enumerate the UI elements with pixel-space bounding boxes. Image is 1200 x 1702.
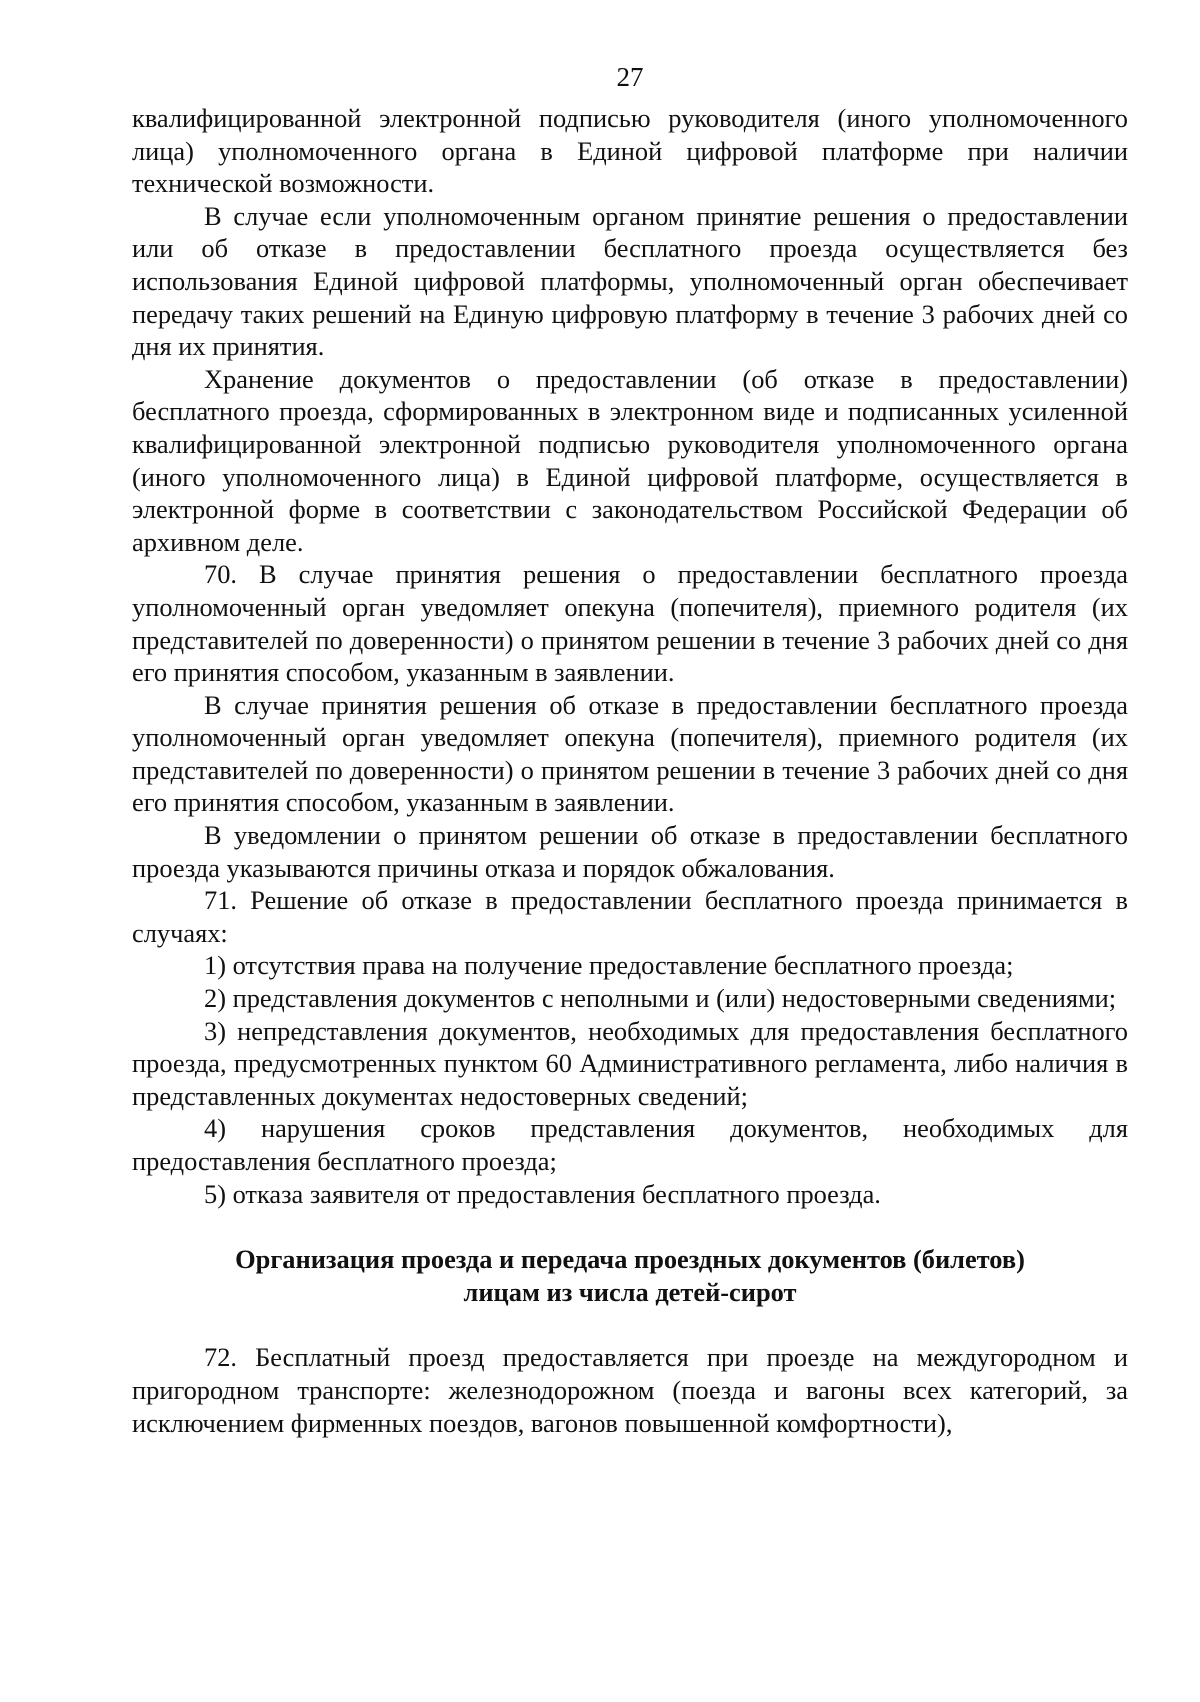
paragraph: В уведомлении о принятом решении об отказе в предоставлении бесплатного проезда указываются причины отказа и порядок обжалования.: [132, 820, 1128, 883]
paragraph: 70. В случае принятия решения о предоставлении бесплатного проезда уполномоченный орган уведомляет опекуна (попечителя), приемного родителя (их представителей по доверенности) о принятом решении в течение 3 рабочих дней со дня его принятия способом, указанным в заявлении.: [132, 559, 1128, 688]
paragraph: квалифицированной электронной подписью руководителя (иного уполномоченного лица) уполномоченного органа в Единой цифровой платформе при наличии технической возможности.: [132, 103, 1128, 199]
paragraph: Хранение документов о предоставлении (об отказе в предоставлении) бесплатного проезда, сформированных в электронном виде и подписанных усиленной квалифицированной электронной подписью руководителя уполномоченного органа (иного уполномоченного лица) в Единой цифровой платформе, осуществляется в электронной форме в соответствии с законодательством Российской Федерации об архивном деле.: [132, 363, 1128, 557]
paragraph: В случае если уполномоченным органом принятие решения о предоставлении или об отказе в предоставлении бесплатного проезда осуществляется без использования Единой цифровой платформы, уполномоченный орган обеспечивает передачу таких решений на Единую цифровую платформу в течение 3 рабочих дней со дня их принятия.: [132, 200, 1128, 362]
section-heading-line-1: Организация проезда и передача проездных документов (билетов): [235, 1244, 1025, 1275]
paragraph: 4) нарушения сроков представления документов, необходимых для предоставления бесплатного проезда;: [132, 1113, 1128, 1176]
paragraph: В случае принятия решения об отказе в предоставлении бесплатного проезда уполномоченный орган уведомляет опекуна (попечителя), приемного родителя (их представителей по доверенности) о принятом решении в течение 3 рабочих дней со дня его принятия способом, указанным в заявлении.: [132, 689, 1128, 818]
section-heading: [132, 1210, 1128, 1341]
paragraph: 1) отсутствия права на получение предоставление бесплатного проезда;: [204, 950, 1014, 981]
document-body: [132, 102, 1128, 1439]
paragraphs-after-heading: [132, 1341, 1128, 1439]
paragraph: 2) представления документов с неполными и (или) недостоверными сведениями;: [204, 983, 1117, 1014]
section-heading-line-2: лицам из числа детей-сирот: [463, 1276, 797, 1307]
paragraphs-before-heading: [132, 102, 1128, 1210]
document-page: [132, 0, 1128, 1702]
paragraph: 3) непредставления документов, необходимых для предоставления бесплатного проезда, предусмотренных пунктом 60 Административного регламента, либо наличия в представленных документах недостоверных сведений;: [132, 1015, 1128, 1111]
paragraph: 71. Решение об отказе в предоставлении бесплатного проезда принимается в случаях:: [132, 885, 1128, 948]
paragraph: 5) отказа заявителя от предоставления бесплатного проезда.: [204, 1178, 881, 1209]
paragraph: 72. Бесплатный проезд предоставляется при проезде на междугородном и пригородном транспорте: железнодорожном (поезда и вагоны всех категорий, за исключением фирменных поездов, вагонов повышенной комфортности),: [132, 1342, 1128, 1438]
page-number: 27: [616, 62, 644, 92]
